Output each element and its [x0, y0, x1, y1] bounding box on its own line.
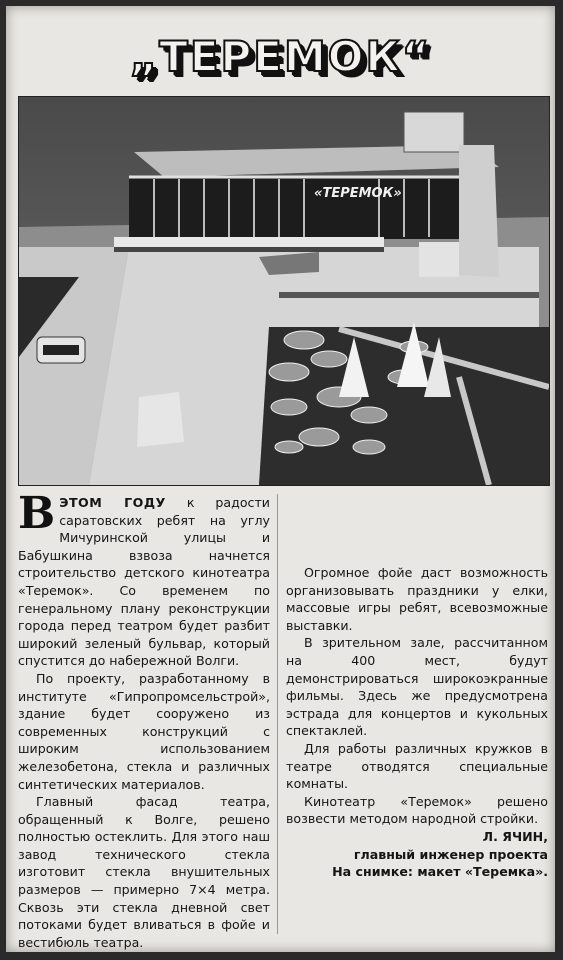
- author-title: главный инженер проекта: [353, 846, 548, 862]
- article-column-1: [18, 488, 270, 951]
- model-photo: [18, 96, 550, 486]
- column-divider: [277, 494, 278, 934]
- paragraph-6: Для работы различных кружков в театре отводятся специальные комнаты.: [286, 740, 548, 792]
- headline: „ТЕРЕМОК“: [129, 32, 432, 81]
- paragraph-1: [18, 488, 270, 670]
- paragraph-7: Кинотеатр «Теремок» решено возвести методом народной стройки.: [286, 793, 548, 827]
- cinema-model-illustration: [19, 97, 549, 485]
- article-column-2: [286, 494, 548, 881]
- newspaper-clipping: [6, 6, 555, 952]
- column-2-spacer: [286, 494, 548, 564]
- lead-in: ЭТОМ ГОДУ: [59, 495, 166, 510]
- paragraph-4: Огромное фойе даст возможность организовывать праздники у елки, массовые игры ребят, всевозможные выставки.: [286, 565, 548, 633]
- author-name: Л. ЯЧИН,: [482, 828, 548, 844]
- paragraph-2: По проекту, разработанному в институте «Гипропромсельстрой», здание будет сооружено из современных конструкций с широким использованием железобетона, стекла и различных синтетических материалов.: [18, 670, 270, 792]
- dropcap: В: [18, 488, 56, 539]
- paragraph-5: В зрительном зале, рассчитанном на 400 мест, будут демонстрироваться широкоэкранные фильмы. Здесь же предусмотрена эстрада для концертов и кукольных спектаклей.: [286, 635, 548, 739]
- sign-text: «ТЕРЕМОК»: [314, 186, 402, 201]
- article-body: [18, 488, 548, 950]
- photo-caption: На снимке: макет «Теремка».: [332, 864, 548, 880]
- paragraph-1-text: к радости саратовских ребят на углу Мичуринской улицы и Бабушкина взвоза начнется строительство детского кинотеатра «Теремок». Со временем по генеральному плану реконструкции города перед театром будет разбит широкий зеленый бульвар, который спустится до набережной Волги.: [18, 495, 270, 669]
- paragraph-3: Главный фасад театра, обращенный к Волге, решено полностью остеклить. Для этого наш завод технического стекла изготовит стекла внушительных размеров — примерно 7×4 метра. Сквозь эти стекла дневной свет потоками будет вливаться в фойе и вестибюль театра.: [18, 794, 270, 950]
